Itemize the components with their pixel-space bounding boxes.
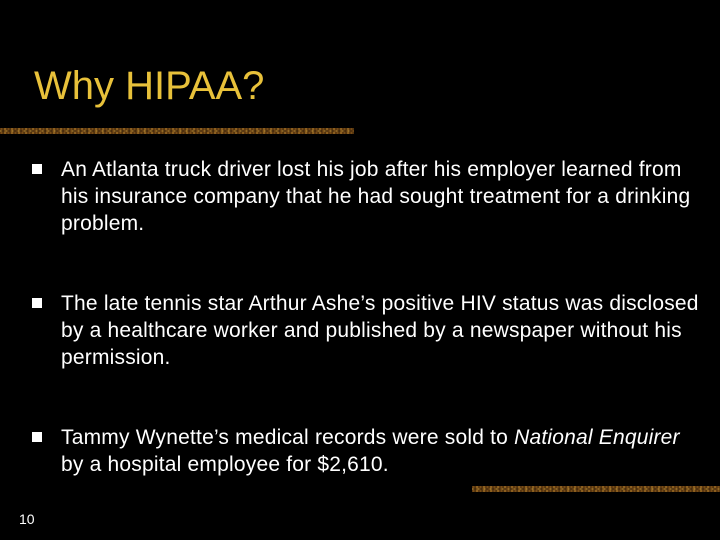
footer-divider-rule xyxy=(472,486,720,492)
square-bullet-icon xyxy=(32,432,42,442)
bullet-text xyxy=(61,424,701,478)
bullet-text: The late tennis star Arthur Ashe’s positive HIV status was disclosed by a healthcare worker and published by a newspaper without his permission. xyxy=(61,292,699,369)
slide-title: Why HIPAA? xyxy=(34,64,265,108)
slide-number: 10 xyxy=(19,511,35,527)
bullet-text: An Atlanta truck driver lost his job after his employer learned from his insurance company that he had sought treatment for a drinking problem. xyxy=(61,158,691,235)
bullet-text-part: Tammy Wynette’s medical records were sold to xyxy=(61,426,515,449)
bullet-text-part: by a hospital employee for $2,610. xyxy=(61,453,389,476)
square-bullet-icon xyxy=(32,164,42,174)
title-divider-rule xyxy=(0,128,354,134)
square-bullet-icon xyxy=(32,298,42,308)
publication-name: National Enquirer xyxy=(514,426,680,449)
